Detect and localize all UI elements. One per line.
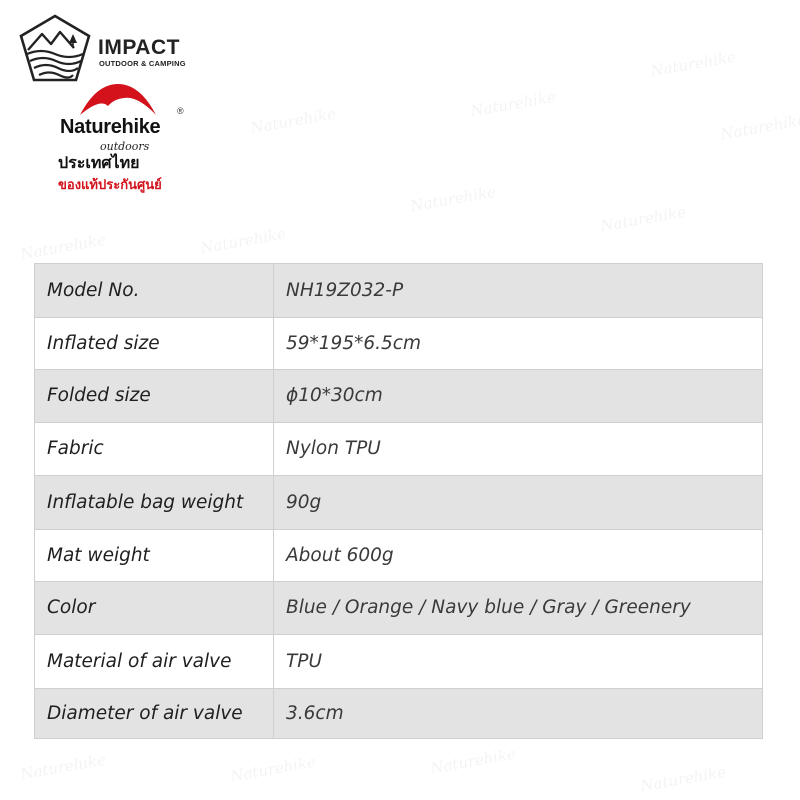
impact-logo [18,14,198,86]
watermark [639,763,727,796]
table-row [35,423,763,476]
impact-brand-name: IMPACT [98,36,180,59]
spec-value: 59*195*6.5cm [274,318,763,370]
spec-label: Folded size [35,370,274,423]
watermark [429,745,517,778]
spec-value: 90g [274,476,763,530]
mountain-logo-icon [18,14,92,86]
table-row [35,318,763,370]
naturehike-brand-name: Naturehike [60,116,161,138]
table-row [35,689,763,739]
table-row [35,264,763,318]
watermark [469,88,557,121]
spec-table [34,263,763,739]
watermark [19,751,107,784]
spec-value: Blue / Orange / Navy blue / Gray / Greenery [274,582,763,635]
table-row [35,476,763,530]
table-row [35,635,763,689]
watermark [249,105,337,138]
spec-label: Inflated size [35,318,274,370]
watermark [649,48,737,81]
naturehike-logo [56,80,196,202]
naturehike-subtitle: outdoors [100,140,150,153]
spec-value: NH19Z032-P [274,264,763,318]
spec-label: Diameter of air valve [35,689,274,739]
spec-value: About 600g [274,530,763,582]
table-row [35,582,763,635]
spec-value: Nylon TPU [274,423,763,476]
table-row [35,530,763,582]
table-row [35,370,763,423]
spec-value: ϕ10*30cm [274,370,763,423]
impact-tagline: OUTDOOR & CAMPING [99,59,186,68]
genuine-warranty-text: ของแท้ประกันศูนย์ [58,178,162,193]
spec-value: TPU [274,635,763,689]
spec-label: Color [35,582,274,635]
watermark [409,183,497,216]
watermark [599,203,687,236]
naturehike-country: ประเทศไทย [58,153,140,172]
spec-label: Model No. [35,264,274,318]
spec-label: Material of air valve [35,635,274,689]
spec-label: Inflatable bag weight [35,476,274,530]
watermark [719,111,800,144]
watermark [19,231,107,264]
spec-value: 3.6cm [274,689,763,739]
naturehike-arc-icon [78,82,158,116]
spec-label: Fabric [35,423,274,476]
spec-label: Mat weight [35,530,274,582]
registered-mark: ® [177,106,184,116]
watermark [199,225,287,258]
watermark [229,753,317,786]
